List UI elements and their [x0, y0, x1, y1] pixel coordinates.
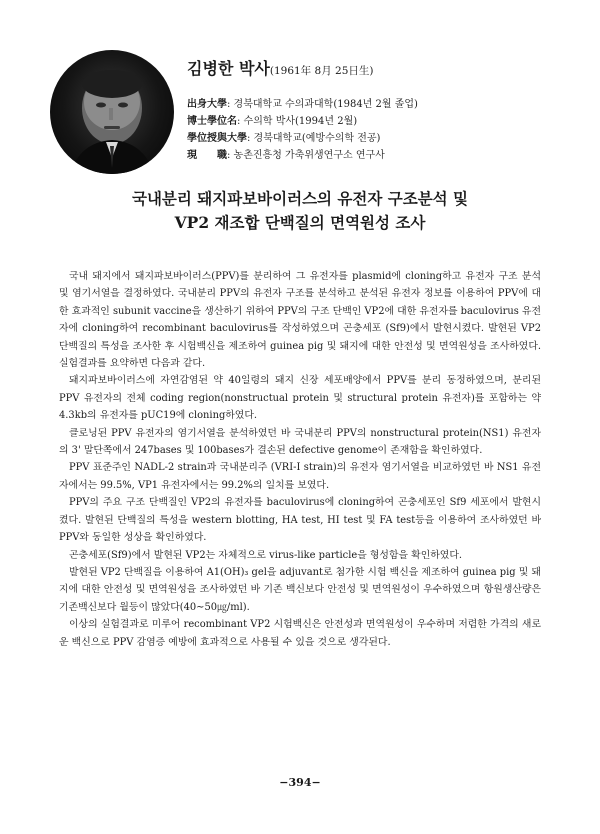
- author-name-line: [187, 60, 577, 80]
- bio-label: 現 職: [187, 150, 227, 161]
- abstract-paragraph: 돼지파보바이러스에 자연감염된 약 40일령의 돼지 신장 세포배양에서 PPV를 분리 동정하였으며, 분리된 PPV 유전자의 전체 coding region(nonstructual protein 및 structural protein 유전자)를 포함하는 약 4.3kb의 유전자를 pUC19에 cloning하였다.: [59, 375, 541, 422]
- abstract-paragraph: PPV의 주요 구조 단백질인 VP2의 유전자를 baculovirus에 cloning하여 곤충세포인 Sf9 세포에서 발현시켰다. 발현된 단백질의 특성을 western blotting, HA test, HI test 및 FA test등을 이용하여 조사하였던 바 PPV와 동일한 성상을 확인하였다.: [59, 497, 541, 544]
- bio-row: [187, 130, 577, 147]
- paper-title: [60, 187, 540, 235]
- author-name: 김병한 박사: [187, 59, 270, 78]
- author-bio: [187, 96, 577, 164]
- abstract-body: [59, 268, 541, 651]
- bio-label: 出身大學: [187, 99, 227, 110]
- bio-row: [187, 147, 577, 164]
- bio-value: : 농촌진흥청 가축위생연구소 연구사: [227, 150, 385, 161]
- abstract-paragraph: 국내 돼지에서 돼지파보바이러스(PPV)를 분리하여 그 유전자를 plasmid에 cloning하고 유전자 구조 분석 및 염기서열을 결정하였다. 국내분리 PPV의 유전자 구조를 분석하고 분석된 유전자 정보를 이용하여 PPV에 대한 효과적인 subunit vaccine을 생산하기 위하여 PPV의 구조 단백인 VP2에 대한 유전자를 baculovirus 유전자에 cloning하여 recombinant baculovirus를 작성하였으며 곤충세포 (Sf9)에서 발현시켰다. 발현된 VP2 단백질의 특성을 조사한 후 시험백신을 제조하여 guinea pig 및 돼지에 대한 안전성 및 면역원성을 조사하였다. 실험결과를 요약하면 다음과 같다.: [59, 271, 541, 370]
- bio-label: 學位授與大學: [187, 133, 247, 144]
- abstract-paragraph: 발현된 VP2 단백질을 이용하여 A1(OH)₃ gel을 adjuvant로 첨가한 시험 백신을 제조하여 guinea pig 및 돼지에 대한 안전성 및 면역원성을 조사하였던 바 기존 백신보다 안전성 및 면역원성이 우수하였으며 항원생산량은 기존백신보다 월등이 많았다(40∼50㎍/ml).: [59, 566, 541, 613]
- author-birth: (1961年 8月 25日生): [269, 65, 374, 77]
- abstract-paragraph: 이상의 실험결과로 미루어 recombinant VP2 시험백신은 안전성과 면역원성이 우수하며 저렴한 가격의 새로운 백신으로 PPV 감염증 예방에 효과적으로 사용될 수 있을 것으로 생각된다.: [59, 619, 541, 648]
- author-header: [187, 60, 577, 164]
- bio-value: : 경북대학교(예방수의학 전공): [247, 133, 381, 144]
- bio-row: [187, 113, 577, 130]
- portrait-image: [50, 50, 174, 174]
- abstract-paragraph: PPV 표준주인 NADL-2 strain과 국내분리주 (VRI-I strain)의 유전자 염기서열을 비교하였던 바 NS1 유전자에서는 99.5%, VP1 유전자에서는 99.2%의 일치를 보였다.: [59, 462, 541, 491]
- title-line-2: VP2 재조합 단백질의 면역원성 조사: [174, 213, 426, 232]
- bio-row: [187, 96, 577, 113]
- abstract-paragraph: 곤충세포(Sf9)에서 발현된 VP2는 자체적으로 virus-like particle을 형성함을 확인하였다.: [69, 549, 463, 561]
- abstract-paragraph: 클로닝된 PPV 유전자의 염기서열을 분석하였던 바 국내분리 PPV의 nonstructural protein(NS1) 유전자의 3' 말단쪽에서 247bases 및 100bases가 결손된 defective genome이 존재함을 확인하였다.: [59, 427, 541, 457]
- bio-value: : 수의학 박사(1994년 2월): [237, 116, 358, 127]
- author-portrait: [50, 50, 174, 174]
- title-line-1: 국내분리 돼지파보바이러스의 유전자 구조분석 및: [131, 189, 469, 208]
- bio-value: : 경북대학교 수의과대학(1984년 2월 졸업): [227, 99, 418, 110]
- bio-label: 博士學位名: [187, 116, 237, 127]
- page-number: −394−: [279, 776, 321, 789]
